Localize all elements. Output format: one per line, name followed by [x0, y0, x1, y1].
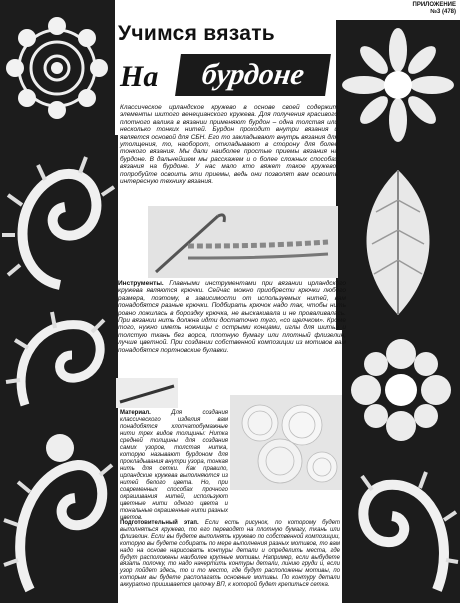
crochet-hook-photo [116, 378, 178, 408]
prep-section [120, 520, 340, 600]
lace-motif-spiral-bottom [0, 420, 118, 603]
tools-text: Главными инструментами при вязании ирландского кружева являются крючки. Сейчас можно приобрести крючки любого размера, поэтому, в зависимости от используемых нитей, вам понадобятся разные крючки. Подбирать крючок надо так, чтобы нить ровно ложилась в бороздку крючка, не выскакивала и не проваливалась. При вязании нить должна идти достаточно туго, «со щелчком». Кроме того, нужно иметь ножницы с острыми концами, иглы для шитья и толстую ткань без ворса, плотную бумагу или плотный флизелин, лучше цветной. При создании собственной композиции из мотивов вам понадобятся портновские булавки. [118, 280, 346, 354]
lace-motif-flower-middle-right [342, 330, 460, 450]
title-na: На [120, 60, 159, 93]
prep-heading: Подготовительный этап. [120, 520, 199, 526]
lace-motif-spiral-left [0, 135, 118, 300]
lace-motif-round [0, 0, 115, 135]
crochet-hook-diagram [148, 206, 338, 278]
lace-motif-flower-top-right [336, 20, 460, 150]
lace-motif-spiral-small [0, 300, 118, 420]
title-sub [118, 54, 328, 98]
issue-label: ПРИЛОЖЕНИЕ [412, 2, 456, 8]
tools-section [118, 280, 346, 378]
prep-text: Если есть рисунок, по которому будет выполняться кружево, то его переводят на плотную бумагу, ткань или флизелин. Если вы будете выполнять кружево по собственной композиции, которую вы будете собирать по мере выполнения разных мотивов, то вам надо на основе нарисовать контуры детали и определить места, где будут расположены наиболее крупные мотивы. Например, если выбудете вязать полочку, то надо начертить контуры детали, линию груди и, если узор пойдет здесь, то и то место, где будут расположены мотивы, по которым вы будете располагать основные мотивы. По контуру детали аккуратно пришивается цепочку ВП, к которой будет крепиться сетка. [120, 520, 340, 589]
issue-number: №3 (478) [430, 9, 456, 15]
lace-motif-leaf-right [336, 150, 460, 330]
tools-heading: Инструменты. [118, 280, 164, 287]
title-main: Учимся вязать [118, 22, 276, 45]
lace-motif-spiral-bottom-right [342, 450, 460, 603]
intro-paragraph [120, 104, 338, 202]
issue-badge [413, 2, 457, 16]
thread-spools-photo [230, 395, 342, 490]
material-section [120, 410, 228, 521]
intro-text: Классическое ирландское кружево в основе своей содержит элементы шитого венецианского кружева. Для получения красивого плотного валика в вязании применяют бурдон – одна толстая или несколько тонких нитей. Бурдон проходит внутри вязания и является основой для СБН. Его то закладывают внутрь вязания для утолщения, то, наоборот, откладывают в сторону для более тонкого вязания. Мы дали наиболее простые приемы вязания на бурдоне. В дальнейшем мы расскажем и о более сложных способах вязания на бурдоне. У нас мало кто вяжет такое кружево, попробуйте освоить эти приемы, ведь они позволят вам освоить интересную технику вязания. [120, 104, 338, 186]
page-title [118, 20, 332, 104]
title-burdone: бурдоне [175, 54, 331, 96]
material-text: Для создания классического изделия вам понадобятся хлопчатобумажные нити трех видов толщины: Нитка средней толщины для создания самих узоров, толстая нитка, которую называют бурдоном для прокладывания внутри узора, тонкая нить для сетки. Как правило, ирландские кружева выполняются из нитей белого цвета. Но, при современных способах прочного окрашивания нитей, используют цветные нити одного цвета и тональные окрашенные нити разных цветов. [120, 410, 228, 521]
material-heading: Материал. [120, 410, 151, 416]
